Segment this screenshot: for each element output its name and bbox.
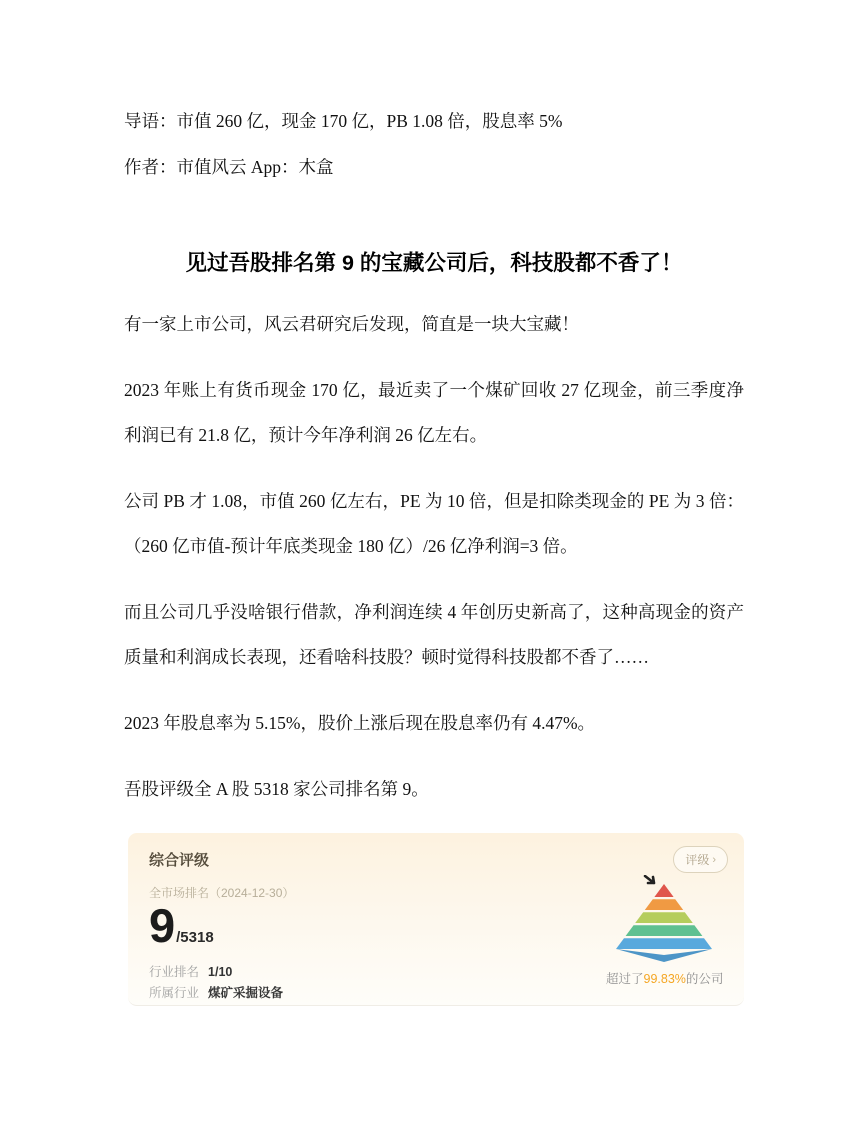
rank-number: 9 <box>149 899 175 952</box>
rating-card <box>128 833 744 1006</box>
market-rank-label: 全市场排名（2024-12-30） <box>149 886 295 900</box>
paragraph: 有一家上市公司，风云君研究后发现，简直是一块大宝藏！ <box>124 314 579 334</box>
paragraph: 2023 年账上有货币现金 170 亿，最近卖了一个煤矿回收 27 亿现金，前三季度净利润已有 21.8 亿，预计今年净利润 26 亿左右。 <box>124 380 744 445</box>
paragraph: 2023 年股息率为 5.15%，股价上涨后现在股息率仍有 4.47%。 <box>124 713 596 733</box>
paragraph: 吾股评级全 A 股 5318 家公司排名第 9。 <box>124 779 429 799</box>
article-page <box>124 0 744 1006</box>
industry-row <box>149 983 283 1001</box>
rate-button-label: 评级 <box>685 853 710 867</box>
paragraph: 而且公司几乎没啥银行借款，净利润连续 4 年创历史新高了，这种高现金的资产质量和利润成长表现，还看啥科技股？顿时觉得科技股都不香了…… <box>124 602 744 667</box>
rank-pyramid <box>606 875 722 987</box>
intro-line: 导语：市值 260 亿，现金 170 亿，PB 1.08 倍，股息率 5% <box>124 111 563 131</box>
industry-rank-value: 1/10 <box>208 965 233 979</box>
industry-value: 煤矿采掘设备 <box>208 986 284 1000</box>
industry-rank-row <box>149 962 232 980</box>
article-title: 见过吾股排名第 9 的宝藏公司后，科技股都不香了！ <box>185 251 683 275</box>
industry-rank-label: 行业排名 <box>149 965 200 979</box>
beat-percent-value: 99.83% <box>643 972 686 986</box>
industry-label: 所属行业 <box>149 986 200 1000</box>
rate-button[interactable] <box>673 846 728 873</box>
pyramid-icon <box>612 875 716 967</box>
chevron-right-icon: › <box>712 853 716 866</box>
rank-total: /5318 <box>176 929 214 946</box>
author-line: 作者：市值风云 App：木盒 <box>124 157 334 177</box>
paragraph: 公司 PB 才 1.08，市值 260 亿左右，PE 为 10 倍，但是扣除类现金的 PE 为 3 倍： （260 亿市值-预计年底类现金 180 亿）/26 亿净利润=3 倍。 <box>124 491 744 556</box>
market-rank-value <box>149 899 214 952</box>
beat-percent-text: 超过了99.83%的公司 <box>606 972 724 986</box>
rating-card-title: 综合评级 <box>149 852 210 869</box>
